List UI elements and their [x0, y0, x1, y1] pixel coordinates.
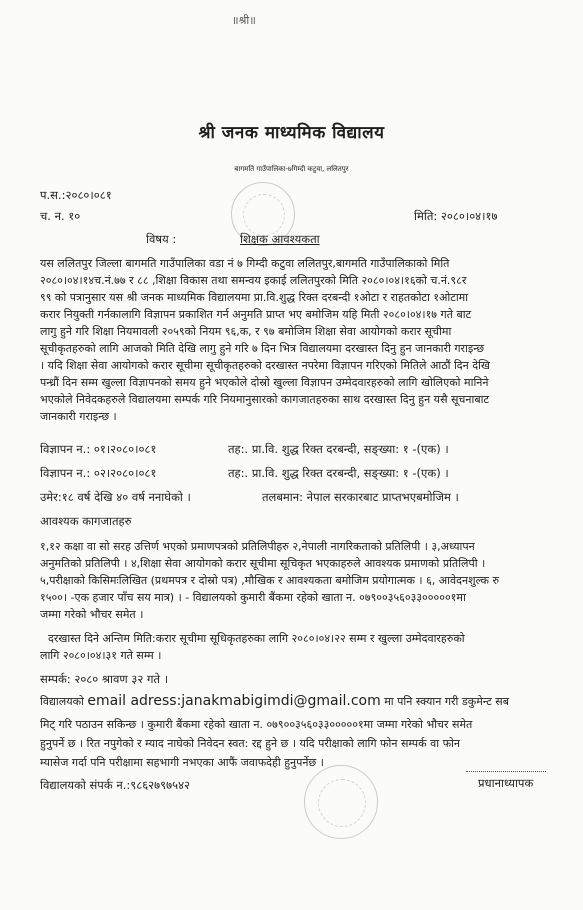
email-suffix: मा पनि स्क्यान गरी डकुमेन्ट सब: [384, 695, 510, 708]
documents-line: जम्मा गरेको भौचर समेत ।: [40, 608, 144, 621]
subject-text: शिक्षक आवश्यकता: [240, 232, 320, 246]
intro-line: जानकारी गराइन्छ ।: [40, 410, 117, 423]
intro-line: पन्ध्रौं दिन सम्म खुल्ला विज्ञापनको समय हुने भएकोले दोस्रो खुल्ला विज्ञापन उम्मेदवारहरुको लागि खोलिएको मानिने: [40, 376, 489, 389]
contact-date: सम्पर्क: २०८० श्रावण ३२ गते ।: [40, 672, 169, 686]
subject-label: विषय :: [146, 232, 177, 246]
school-name: श्री जनक माध्यमिक विद्यालय: [198, 123, 385, 143]
intro-line: । यदि शिक्षा सेवा आयोगको करार सूचीमा सूचीकृतहरुको दरखास्त नपरेमा विज्ञापन गरिएको मितिले आठौं दिन देखि: [40, 359, 490, 372]
dispatch-number: च. न. १०: [40, 209, 81, 223]
documents-line: ५,परीक्षाको किसिमःलिखित (प्रथमपत्र र दोस्रो पत्र) ,मौखिक र आवश्यकता बमोजिम प्रयोगात्मक । ६, आवेदनशुल्क रु: [40, 574, 500, 587]
email-line: [40, 693, 509, 709]
letter-date: मिति: २०८०।०४।१७: [414, 209, 498, 223]
intro-line: सूचीकृतहरुको लागि आजको मिति देखि लागु हुने गरि ७ दिन भित्र विद्यालयमा दरखास्त दिनु हुन जानकारी गराइन्छ: [40, 342, 485, 355]
documents-heading: आवश्यक कागजातहरु: [40, 514, 132, 528]
documents-line: अनुमतिको प्रतिलिपी । ४,शिक्षा सेवा आयोगको करार सूचीमा सूचिकृत भएकाहरुले आवश्यक प्रमाणको प्रतिलिपी ।: [40, 557, 486, 570]
letter-number: प.स.:२०८०।०८१: [40, 188, 112, 202]
vacancy-detail: तह:. प्रा.वि. शुद्ध रिक्त दरबन्दी, सङ्ख्या: १ -(एक) ।: [228, 442, 449, 456]
school-seal-bottom: [304, 765, 378, 839]
intro-line: करार नियुक्ती गर्नकालागि विज्ञापन प्रकाशित गर्न अनुमति प्राप्त भए बमोजिम यहि मिती २०८०।०४।१७ गते बाट: [40, 308, 472, 321]
school-email: email adress:janakmabigimdi@gmail.com: [87, 693, 381, 709]
documents-line: १५००। -एक हजार पाँच सय मात्र) । - विद्यालयको कुमारी बैंकमा रहेको खाता न. ०७९००३५६०३३०००००१मा: [40, 591, 466, 604]
deadline-line: लागि २०८०।०४।३१ गते सम्म ।: [40, 649, 162, 662]
closing-line: हुनुपर्ने छ । रित नपुगेको र म्याद नाघेको निवेदन स्वत: रद्द हुने छ । यदि परीक्षाको लागि फोन सम्पर्क वा फोन: [40, 737, 461, 750]
intro-line: २०८०।०४।१४च.नं.७७ र ८८ ,शिक्षा विकास तथा समन्वय इकाई ललितपुरको मिति २०८०।०४।१६को च.नं.९८र: [40, 274, 467, 287]
intro-line: यस ललितपुर जिल्ला बागमति गाउँपालिका वडा नं ७ गिम्दी कटुवा ललितपुर,बागमति गाउँपालिकाको मिति: [40, 257, 450, 270]
deadline-line: दरखास्त दिने अन्तिम मिति:करार सूचीमा सूधिकृतहरुका लागि २०८०।०४।२२ सम्म र खुल्ला उम्मेदवारहरुको: [48, 632, 465, 645]
intro-line: भएकोले निवेदकहरुले विद्यालयमा सम्पर्क गरि नियमानुसारको कागजातहरुका साथ दरखास्त दिनु हुन यसै सूचनाबाट: [40, 393, 490, 406]
email-prefix: विद्यालयको: [40, 695, 84, 708]
signature-title: प्रधानाध्यापक: [478, 776, 534, 790]
closing-line: मिट् गरि पठाउन सकिन्छ । कुमारी बैंकमा रहेको खाता न. ०७९००३५६०३३०००००१मा जम्मा गरेको भौचर समेत: [40, 718, 473, 731]
vacancy-detail: तह:. प्रा.वि. शुद्ध रिक्त दरबन्दी, सङ्ख्या: १ -(एक) ।: [228, 466, 449, 480]
top-mark: ॥श्री॥: [232, 14, 256, 27]
salary-line: तलबमान: नेपाल सरकारबाट प्राप्तभएबमोजिम ।: [262, 490, 459, 504]
intro-line: ९९ को पत्रानुसार यस श्री जनक माध्यमिक विद्यालयमा प्रा.वि.शुद्ध रिक्त दरबन्दी १ओटा र राहतकोटा १ओटामा: [40, 291, 469, 304]
school-address: बागमति गाउँपालिका-७गिम्दी कटुवा, ललितपुर: [234, 165, 349, 173]
age-requirement: उमेर:१८ वर्ष देखि ४० वर्ष ननाघेको ।: [40, 490, 191, 504]
signature-line: [466, 771, 546, 772]
intro-line: लागु हुने गरि शिक्षा नियमावली २०५९को नियम ९६,क, र ९७ बमोजिम शिक्षा सेवा आयोगको करार सूचीमा: [40, 325, 452, 338]
closing-line: म्यासेज गर्दा पनि परीक्षामा सहभागी नभएका आफैं जवाफदेही हुनुपर्नेछ ।: [40, 756, 324, 769]
vacancy-number: विज्ञापन न.: ०१।२०८०।०८१: [40, 442, 157, 456]
vacancy-number: विज्ञापन न.: ०२।२०८०।०८१: [40, 466, 157, 480]
phone-line: विद्यालयको संपर्क न.:९८६२७९७५४२: [40, 778, 191, 792]
documents-line: १,१२ कक्षा वा सो सरह उत्तिर्ण भएको प्रमाणपत्रको प्रतिलिपीहरु २,नेपाली नागरिकताको प्रतिलिपी । ३,अध्यापन: [40, 540, 475, 553]
